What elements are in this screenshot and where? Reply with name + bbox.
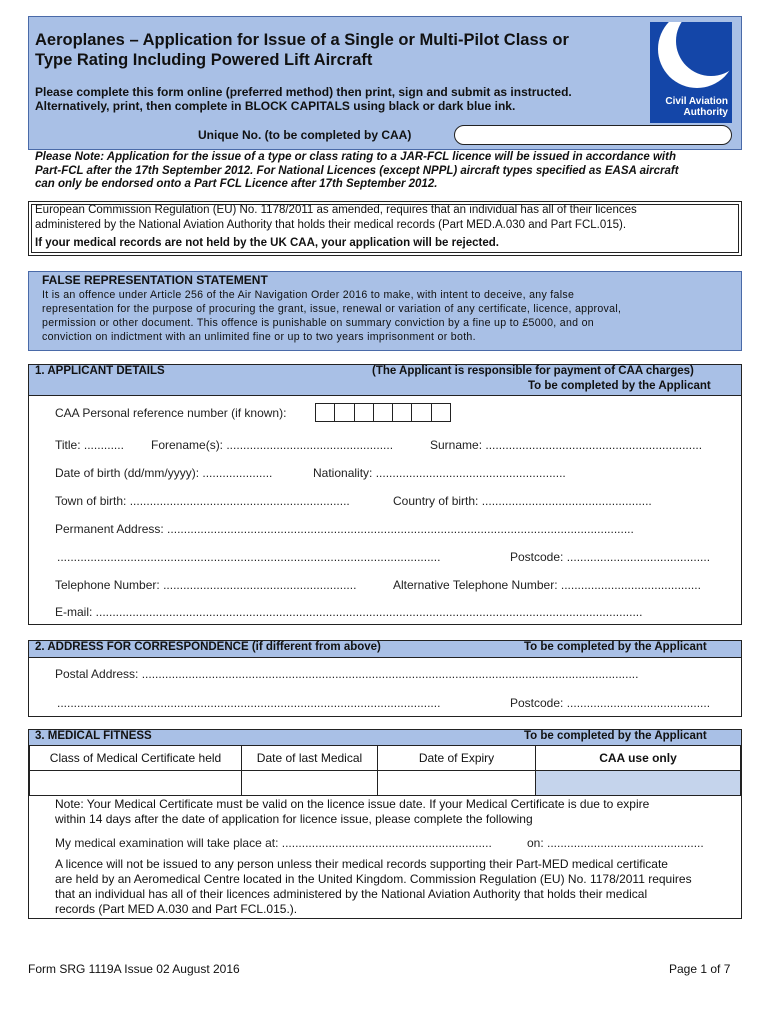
postal-address-line-2[interactable]: ................................................................................................................... <box>57 696 441 710</box>
medical-para-line-3: that an individual has all of their licences administered by the National Aviation Authority that holds their medical <box>55 887 648 901</box>
ref-cell[interactable] <box>412 404 431 421</box>
country-of-birth-field[interactable]: Country of birth: ................................................... <box>393 494 652 508</box>
instructions-line-2: Alternatively, print, then complete in BLOCK CAPITALS using black or dark blue ink. <box>35 99 516 113</box>
false-representation-text <box>42 288 730 344</box>
applicant-payment-note: (The Applicant is responsible for payment of CAA charges) <box>372 365 694 377</box>
permanent-address-field[interactable]: Permanent Address: ............................................................................................................................................ <box>55 522 634 536</box>
telephone-field[interactable]: Telephone Number: .......................................................... <box>55 578 357 592</box>
permanent-address-line-2[interactable]: ................................................................................................................... <box>57 550 441 564</box>
postal-address-field[interactable]: Postal Address: ..................................................................................................................................................... <box>55 667 639 681</box>
logo-line-1: Civil Aviation <box>665 96 728 107</box>
medical-exam-date-field[interactable]: on: ............................................... <box>527 836 704 850</box>
ref-cell[interactable] <box>355 404 374 421</box>
unique-number-label: Unique No. (to be completed by CAA) <box>198 128 412 142</box>
false-line-2: representation for the purpose of procuring the grant, issue, renewal or variation of any certificate, licence, approval, <box>42 303 622 315</box>
correspondence-note: To be completed by the Applicant <box>524 641 707 653</box>
date-of-birth-field[interactable]: Date of birth (dd/mm/yyyy): ..................... <box>55 466 273 480</box>
postcode-field[interactable]: Postcode: ........................................... <box>510 550 711 564</box>
caa-use-cell <box>536 771 741 796</box>
nationality-field[interactable]: Nationality: ......................................................... <box>313 466 566 480</box>
false-line-4: conviction on indictment with an unlimited fine or up to two years imprisonment or both. <box>42 331 476 343</box>
email-field[interactable]: E-mail: .................................................................................................................................................................... <box>55 605 643 619</box>
page-number: Page 1 of 7 <box>669 962 731 976</box>
medical-note-line-2: within 14 days after the date of application for licence issue, please complete the following <box>55 812 533 826</box>
medical-note-line-1: Note: Your Medical Certificate must be valid on the licence issue date. If your Medical Certificate is due to expire <box>55 797 650 811</box>
medical-fitness-title: 3. MEDICAL FITNESS <box>35 730 152 742</box>
form-reference: Form SRG 1119A Issue 02 August 2016 <box>28 962 240 976</box>
expiry-header: Date of Expiry <box>378 746 536 771</box>
caa-logo <box>650 22 732 123</box>
caa-use-header: CAA use only <box>536 746 741 771</box>
forename-field[interactable]: Forename(s): .................................................. <box>151 438 394 452</box>
applicant-details-title: 1. APPLICANT DETAILS <box>35 365 165 377</box>
caa-reference-field[interactable] <box>315 403 451 422</box>
title-field[interactable]: Title: ............ <box>55 438 124 452</box>
unique-number-field[interactable] <box>454 125 732 145</box>
false-line-3: permission or other document. This offence is punishable on summary conviction by a fine up to £5000, and on <box>42 317 594 329</box>
caa-reference-label: CAA Personal reference number (if known): <box>55 406 287 420</box>
please-note <box>35 151 745 192</box>
regulation-line-1: European Commission Regulation (EU) No. 1178/2011 as amended, requires that an individual has all of their licences <box>35 204 637 216</box>
correspondence-postcode-field[interactable]: Postcode: ........................................... <box>510 696 711 710</box>
surname-field[interactable]: Surname: ................................................................. <box>430 438 703 452</box>
regulation-text <box>35 203 735 233</box>
medical-para-line-2: are held by an Aeromedical Centre located in the United Kingdom. Commission Regulation (EU) No. 1178/2011 requires <box>55 872 692 886</box>
ref-cell[interactable] <box>432 404 450 421</box>
note-line-3: can only be endorsed onto a Part FCL Licence after 17th September 2012. <box>35 178 438 190</box>
medical-note <box>55 797 735 827</box>
regulation-line-2: administered by the National Aviation Authority that holds their medical records (Part MED.A.030 and Part FCL.015). <box>35 219 627 231</box>
medical-para-line-1: A licence will not be issued to any person unless their medical records supporting their Part-MED medical certificate <box>55 857 668 871</box>
correspondence-title: 2. ADDRESS FOR CORRESPONDENCE (if different from above) <box>35 641 381 653</box>
title-line-1: Aeroplanes – Application for Issue of a Single or Multi-Pilot Class or <box>35 31 569 49</box>
medical-records-paragraph <box>55 857 735 917</box>
form-instructions <box>35 85 635 113</box>
ref-cell[interactable] <box>316 404 335 421</box>
alt-telephone-field[interactable]: Alternative Telephone Number: .......................................... <box>393 578 701 592</box>
logo-line-2: Authority <box>683 107 728 118</box>
false-line-1: It is an offence under Article 256 of the Air Navigation Order 2016 to make, with intent to deceive, any false <box>42 289 575 301</box>
ref-cell[interactable] <box>393 404 412 421</box>
note-line-1: Please Note: Application for the issue of a type or class rating to a JAR-FCL licence will be issued in accordance with <box>35 151 676 163</box>
title-line-2: Type Rating Including Powered Lift Aircraft <box>35 51 373 69</box>
note-line-2: Part-FCL after the 17th September 2012. For National Licences (except NPPL) aircraft types specified as EASA aircraft <box>35 164 679 177</box>
medical-class-cell[interactable] <box>30 771 242 796</box>
medical-class-header: Class of Medical Certificate held <box>30 746 242 771</box>
last-medical-cell[interactable] <box>242 771 378 796</box>
applicant-complete-note: To be completed by the Applicant <box>528 380 711 392</box>
false-representation-title: FALSE REPRESENTATION STATEMENT <box>42 273 268 287</box>
instructions-line-1: Please complete this form online (preferred method) then print, sign and submit as instructed. <box>35 85 572 99</box>
town-of-birth-field[interactable]: Town of birth: .................................................................. <box>55 494 350 508</box>
medical-table-header-row <box>30 746 741 771</box>
regulation-warning: If your medical records are not held by the UK CAA, your application will be rejected. <box>35 237 499 249</box>
medical-para-line-4: records (Part MED A.030 and Part FCL.015.). <box>55 902 298 916</box>
medical-fitness-note: To be completed by the Applicant <box>524 730 707 742</box>
last-medical-header: Date of last Medical <box>242 746 378 771</box>
medical-table <box>29 745 741 796</box>
logo-text <box>650 96 728 118</box>
medical-exam-location-field[interactable]: My medical examination will take place at: ............................................................... <box>55 836 492 850</box>
form-title <box>35 30 635 70</box>
medical-table-entry-row <box>30 771 741 796</box>
ref-cell[interactable] <box>374 404 393 421</box>
ref-cell[interactable] <box>335 404 354 421</box>
expiry-cell[interactable] <box>378 771 536 796</box>
